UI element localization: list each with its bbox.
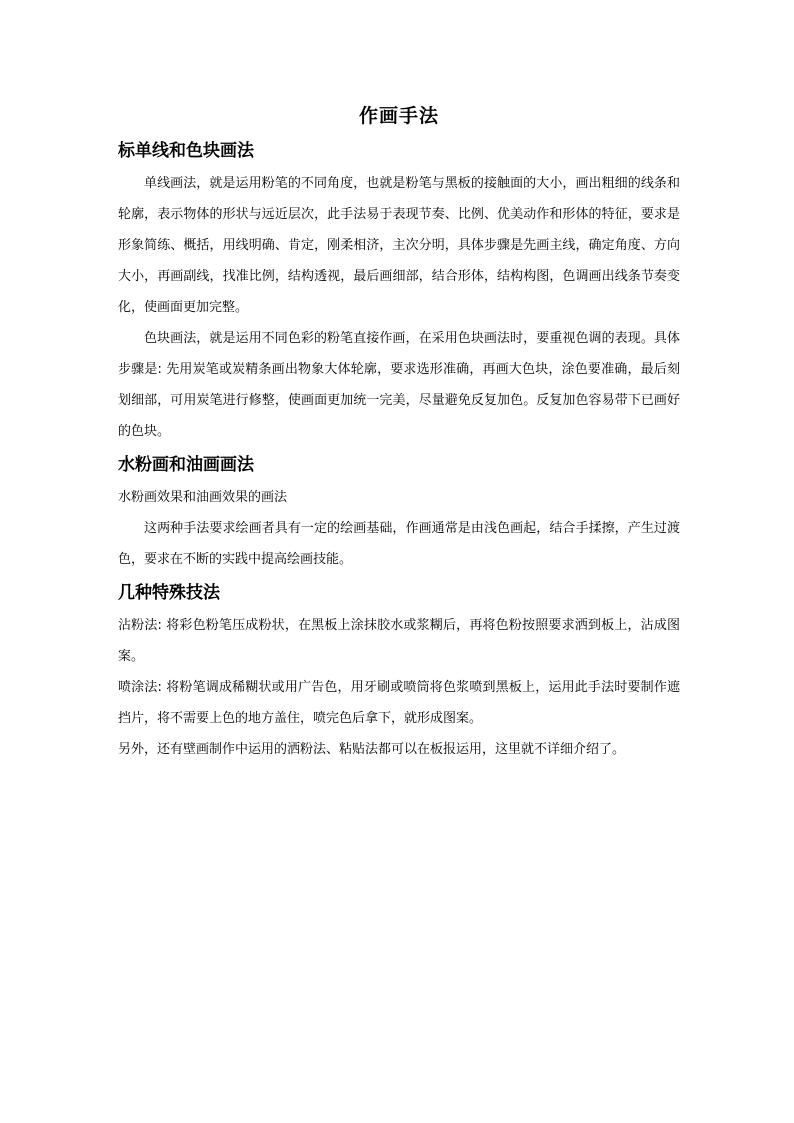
document-title: 作画手法 <box>358 105 439 127</box>
section-heading: 水粉画和油画画法 <box>118 455 254 475</box>
section-heading: 几种特殊技法 <box>118 583 220 603</box>
paragraph: 喷涂法: 将粉笔调成稀糊状或用广告色，用牙刷或喷筒将色浆喷到黑板上，运用此手法时要制作遮挡片，将不需要上色的地方盖住，喷完色后拿下，就形成图案。 <box>118 680 680 726</box>
paragraph: 单线画法，就是运用粉笔的不同角度，也就是粉笔与黑板的接触面的大小，画出粗细的线条和轮廓，表示物体的形状与远近层次，此手法易于表现节奏、比例、优美动作和形体的特征，要求是形象简练、概括，用线明确、肯定，刚柔相济，主次分明，具体步骤是先画主线，确定角度、方向大小，再画副线，找准比例，结构透视，最后画细部，结合形体，结构构图，色调画出线条节奏变化，使画面更加完整。 <box>118 176 680 315</box>
section-subheading: 水粉画效果和油画效果的画法 <box>118 490 288 505</box>
section-gouache-and-oil <box>118 450 680 575</box>
paragraph: 另外，还有壁画制作中运用的洒粉法、粘贴法都可以在板报运用，这里就不详细介绍了。 <box>118 742 626 757</box>
section-special-techniques <box>118 578 680 765</box>
section-heading: 标单线和色块画法 <box>118 141 254 161</box>
paragraph: 色块画法，就是运用不同色彩的粉笔直接作画，在采用色块画法时，要重视色调的表现。具体步骤是: 先用炭笔或炭精条画出物象大体轮廓，要求选形准确，再画大色块，涂色要准确，最后刻划细部，可用炭笔进行修整，使画面更加统一完美，尽量避免反复加色。反复加色容易带下已画好的色块。 <box>118 331 680 439</box>
document-page <box>118 100 680 765</box>
section-line-and-color-block <box>118 136 680 447</box>
paragraph: 这两种手法要求绘画者具有一定的绘画基础，作画通常是由浅色画起，结合手揉擦，产生过渡色，要求在不断的实践中提高绘画技能。 <box>118 521 680 567</box>
paragraph: 沾粉法: 将彩色粉笔压成粉状，在黑板上涂抹胶水或浆糊后，再将色粉按照要求洒到板上，沾成图案。 <box>118 618 680 664</box>
